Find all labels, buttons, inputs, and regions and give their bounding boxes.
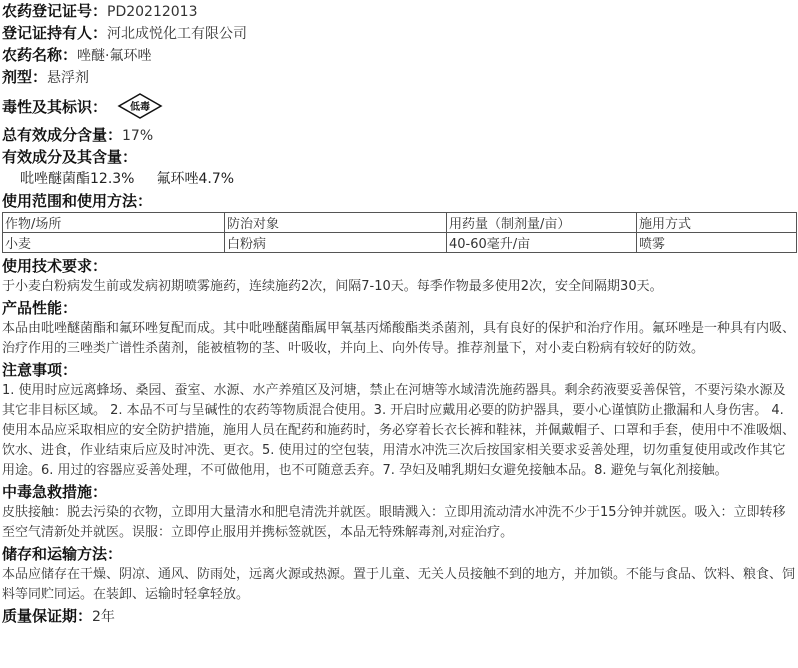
first-aid-heading: 中毒急救措施： [2,483,108,501]
total-content-label: 总有效成分含量： [2,126,123,144]
pesticide-name-line [2,44,796,66]
usage-cell-method: 喷雾 [637,233,797,253]
low-toxicity-diamond-icon [117,92,163,120]
usage-table-header-row [3,213,797,233]
precautions-text: 1. 使用时应远离蜂场、桑园、蚕室、水源、水产养殖区及河塘，禁止在河塘等水域清洗施药器具。剩余药液要妥善保管，不要污染水源及其它非目标区域。 2. 本品不可与呈碱性的农药等物质混合使用。3. 开启时应戴用必要的防护器具，要小心谨慎防止撒漏和人身伤害。 4. 使用本品应采取相应的安全防护措施，施用人员在配药和施药时，务必穿着长衣长裤和鞋袜，并佩戴帽子、口罩和手套，使用中不准吸烟、饮水、进食，作业结束后应及时冲洗、更衣。5. 使用过的空包装，用清水冲洗三次后按国家相关要求妥善处理，切勿重复使用或改作其它用途。6. 用过的容器应妥善处理，不可做他用，也不可随意丢弃。7. 孕妇及哺乳期妇女避免接触本品。8. 避免与氧化剂接触。 [2,383,796,478]
warranty-line [2,605,796,627]
performance-heading: 产品性能： [2,299,78,317]
usage-cell-dosage: 40-60毫升/亩 [447,233,637,253]
toxicity-line [2,88,796,124]
usage-header-method: 施用方式 [637,213,797,233]
formulation-value: 悬浮剂 [47,70,90,86]
holder-value: 河北成悦化工有限公司 [107,26,248,42]
holder-line [2,22,796,44]
precautions-heading: 注意事项： [2,361,78,379]
tech-heading: 使用技术要求： [2,257,108,275]
registration-number-label: 农药登记证号： [2,2,108,20]
storage-heading: 储存和运输方法： [2,545,123,563]
first-aid-text: 皮肤接触：脱去污染的衣物，立即用大量清水和肥皂清洗并就医。眼睛溅入：立即用流动清水冲洗不少于15分钟并就医。吸入：立即转移至空气清新处并就医。误服：立即停止服用并携标签就医，本品无特殊解毒剂,对症治疗。 [2,505,786,540]
table-row [3,233,797,253]
registration-number-value: PD20212013 [107,4,198,20]
usage-cell-crop: 小麦 [3,233,225,253]
total-content-line [2,124,796,146]
usage-header-crop: 作物/场所 [3,213,225,233]
ingredients-heading: 有效成分及其含量： [2,148,138,166]
usage-heading: 使用范围和使用方法： [2,192,153,210]
formulation-line [2,66,796,88]
ingredient-item: 吡唑醚菌酯12.3% [20,171,135,187]
warranty-label: 质量保证期： [2,607,93,625]
warranty-value: 2年 [92,609,115,625]
total-content-value: 17% [122,128,154,144]
holder-label: 登记证持有人： [2,24,108,42]
formulation-label: 剂型： [2,68,48,86]
pesticide-name-value: 唑醚·氟环唑 [77,48,152,64]
usage-cell-target: 白粉病 [225,233,447,253]
ingredients-list [2,168,796,190]
tech-text: 于小麦白粉病发生前或发病初期喷雾施药，连续施药2次，间隔7-10天。每季作物最多使用2次，安全间隔期30天。 [2,279,663,294]
usage-header-target: 防治对象 [225,213,447,233]
low-toxicity-text: 低毒 [130,102,151,113]
registration-number-line [2,0,796,22]
storage-text: 本品应储存在干燥、阴凉、通风、防雨处，远离火源或热源。置于儿童、无关人员接触不到的地方，并加锁。不能与食品、饮料、粮食、饲料等同贮同运。在装卸、运输时轻拿轻放。 [2,567,796,602]
pesticide-name-label: 农药名称： [2,46,78,64]
performance-text: 本品由吡唑醚菌酯和氟环唑复配而成。其中吡唑醚菌酯属甲氧基丙烯酸酯类杀菌剂，具有良好的保护和治疗作用。氟环唑是一种具有内吸、治疗作用的三唑类广谱性杀菌剂，能被植物的茎、叶吸收，并向上、向外传导。推荐剂量下，对小麦白粉病有较好的防效。 [2,321,796,356]
toxicity-label: 毒性及其标识： [2,97,108,116]
usage-header-dosage: 用药量（制剂量/亩） [447,213,637,233]
ingredient-item: 氟环唑4.7% [156,171,235,187]
usage-table [2,212,797,253]
